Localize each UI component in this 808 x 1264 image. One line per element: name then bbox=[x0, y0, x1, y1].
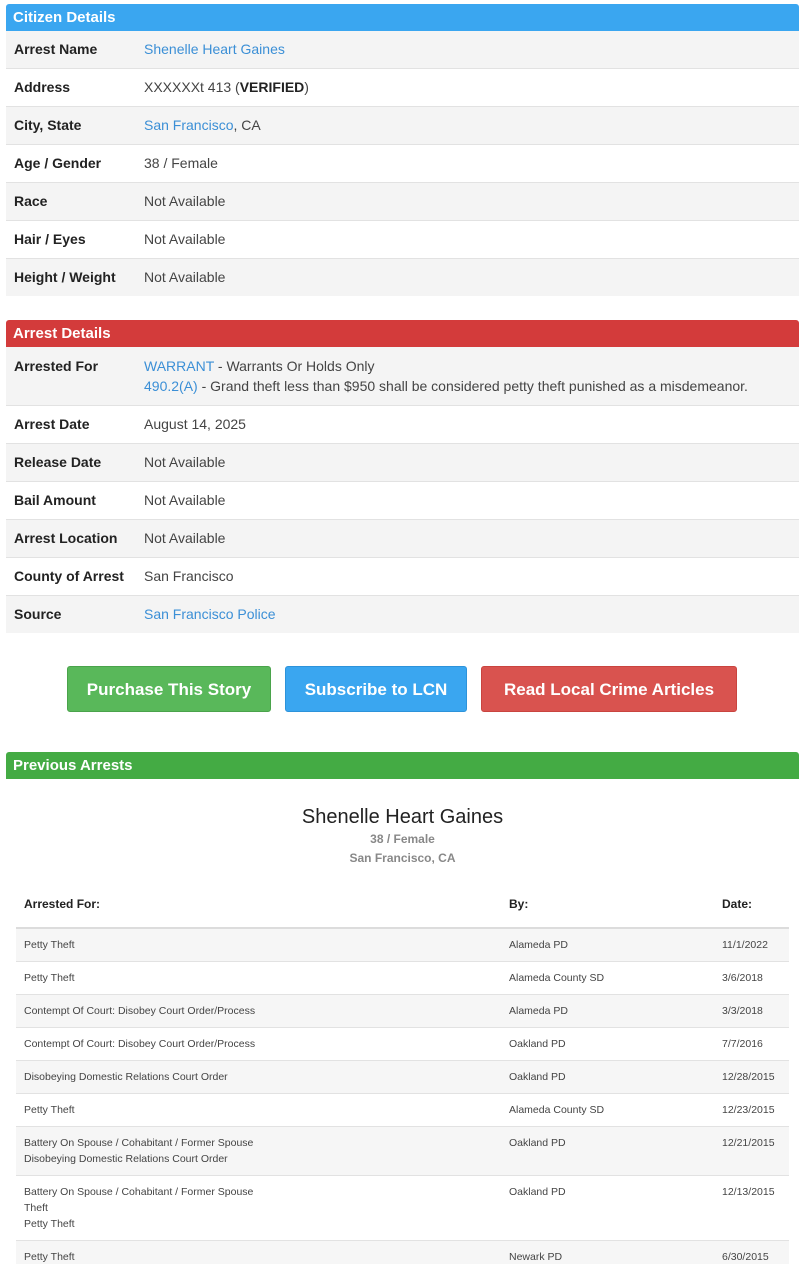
arrested-for-cell bbox=[16, 1176, 501, 1241]
charge-line: Contempt Of Court: Disobey Court Order/Process bbox=[24, 1038, 256, 1050]
arrest-details-header: Arrest Details bbox=[6, 320, 799, 347]
citizen-details-table bbox=[6, 31, 799, 296]
arrest-name-link[interactable]: Shenelle Heart Gaines bbox=[144, 41, 285, 57]
agency-cell: Alameda PD bbox=[501, 928, 714, 962]
label: Source bbox=[6, 596, 136, 634]
table-row bbox=[16, 962, 789, 995]
address-suffix: ) bbox=[304, 79, 309, 95]
subscribe-lcn-button[interactable]: Subscribe to LCN bbox=[285, 666, 467, 712]
date-cell: 12/23/2015 bbox=[714, 1094, 789, 1127]
purchase-story-button[interactable]: Purchase This Story bbox=[67, 666, 271, 712]
agency-cell: Oakland PD bbox=[501, 1127, 714, 1176]
hair-eyes-value: Not Available bbox=[136, 221, 799, 259]
arrest-details-panel bbox=[6, 320, 799, 633]
previous-arrests-header: Previous Arrests bbox=[6, 752, 799, 779]
table-row bbox=[16, 1028, 789, 1061]
label: Address bbox=[6, 69, 136, 107]
row-race bbox=[6, 183, 799, 221]
row-age-gender bbox=[6, 145, 799, 183]
table-row bbox=[16, 1176, 789, 1241]
row-bail-amount bbox=[6, 482, 799, 520]
column-header-by: By: bbox=[501, 893, 714, 928]
table-header-row bbox=[16, 893, 789, 928]
label: Race bbox=[6, 183, 136, 221]
source-link[interactable]: San Francisco Police bbox=[144, 606, 276, 622]
label: Hair / Eyes bbox=[6, 221, 136, 259]
row-arrest-name bbox=[6, 31, 799, 69]
date-cell: 12/21/2015 bbox=[714, 1127, 789, 1176]
row-arrest-date bbox=[6, 406, 799, 444]
charge-line: Battery On Spouse / Cohabitant / Former Spouse bbox=[24, 1186, 254, 1198]
charge-code-link[interactable]: WARRANT bbox=[144, 358, 214, 374]
arrested-for-cell bbox=[16, 1061, 501, 1094]
row-address bbox=[6, 69, 799, 107]
table-row bbox=[16, 1061, 789, 1094]
arrested-for-cell bbox=[16, 995, 501, 1028]
row-source bbox=[6, 596, 799, 634]
arrested-for-cell bbox=[16, 928, 501, 962]
agency-cell: Oakland PD bbox=[501, 1028, 714, 1061]
arrested-for-cell bbox=[16, 1028, 501, 1061]
row-arrest-location bbox=[6, 520, 799, 558]
label: Arrest Date bbox=[6, 406, 136, 444]
table-row bbox=[16, 1127, 789, 1176]
agency-cell: Alameda County SD bbox=[501, 1094, 714, 1127]
label: Bail Amount bbox=[6, 482, 136, 520]
date-cell: 3/3/2018 bbox=[714, 995, 789, 1028]
row-arrested-for bbox=[6, 347, 799, 406]
table-row bbox=[16, 928, 789, 962]
label: Age / Gender bbox=[6, 145, 136, 183]
date-cell: 11/1/2022 bbox=[714, 928, 789, 962]
race-value: Not Available bbox=[136, 183, 799, 221]
table-row bbox=[16, 1094, 789, 1127]
agency-cell: Oakland PD bbox=[501, 1061, 714, 1094]
agency-cell: Alameda PD bbox=[501, 995, 714, 1028]
charge-desc: - Grand theft less than $950 shall be considered petty theft punished as a misdemeanor. bbox=[197, 378, 748, 394]
column-header-date: Date: bbox=[714, 893, 789, 928]
column-header-arrested-for: Arrested For: bbox=[16, 893, 501, 928]
previous-location: San Francisco, CA bbox=[349, 851, 456, 865]
charge-line: Battery On Spouse / Cohabitant / Former Spouse bbox=[24, 1137, 254, 1149]
label: City, State bbox=[6, 107, 136, 145]
charge-item bbox=[144, 356, 791, 376]
release-date-value: Not Available bbox=[136, 444, 799, 482]
arrested-for-cell bbox=[16, 1094, 501, 1127]
charge-line: Petty Theft bbox=[24, 1104, 75, 1116]
date-cell: 3/6/2018 bbox=[714, 962, 789, 995]
row-release-date bbox=[6, 444, 799, 482]
table-row bbox=[16, 1241, 789, 1264]
arrested-for-cell bbox=[16, 1127, 501, 1176]
read-local-crime-button[interactable]: Read Local Crime Articles bbox=[481, 666, 737, 712]
previous-arrests-panel bbox=[6, 752, 799, 1264]
charge-line: Petty Theft bbox=[24, 1218, 75, 1230]
label: Release Date bbox=[6, 444, 136, 482]
row-city-state bbox=[6, 107, 799, 145]
arrested-for-cell bbox=[16, 962, 501, 995]
agency-cell: Newark PD bbox=[501, 1241, 714, 1264]
address-value: XXXXXXt 413 ( bbox=[144, 79, 240, 95]
label: Arrest Location bbox=[6, 520, 136, 558]
agency-cell: Oakland PD bbox=[501, 1176, 714, 1241]
charge-desc: - Warrants Or Holds Only bbox=[214, 358, 375, 374]
date-cell: 12/13/2015 bbox=[714, 1176, 789, 1241]
verified-badge: VERIFIED bbox=[239, 79, 305, 95]
previous-person-name: Shenelle Heart Gaines bbox=[301, 806, 504, 828]
label: County of Arrest bbox=[6, 558, 136, 596]
city-link[interactable]: San Francisco bbox=[144, 117, 234, 133]
charge-line: Contempt Of Court: Disobey Court Order/Process bbox=[24, 1005, 256, 1017]
height-weight-value: Not Available bbox=[136, 259, 799, 297]
arrested-for-cell bbox=[16, 1241, 501, 1264]
arrest-details-table bbox=[6, 347, 799, 633]
arrest-location-value: Not Available bbox=[136, 520, 799, 558]
action-buttons bbox=[0, 666, 808, 712]
state-value: , CA bbox=[233, 117, 261, 133]
row-height-weight bbox=[6, 259, 799, 297]
label: Arrest Name bbox=[6, 31, 136, 69]
charge-line: Disobeying Domestic Relations Court Order bbox=[24, 1071, 228, 1083]
charge-line: Petty Theft bbox=[24, 972, 75, 984]
date-cell: 12/28/2015 bbox=[714, 1061, 789, 1094]
age-gender-value: 38 / Female bbox=[136, 145, 799, 183]
citizen-details-header: Citizen Details bbox=[6, 4, 799, 31]
charge-line: Disobeying Domestic Relations Court Order bbox=[24, 1153, 228, 1165]
row-hair-eyes bbox=[6, 221, 799, 259]
charge-code-link[interactable]: 490.2(A) bbox=[144, 378, 198, 394]
arrest-date-value: August 14, 2025 bbox=[136, 406, 799, 444]
previous-arrests-body bbox=[16, 928, 789, 1264]
agency-cell: Alameda County SD bbox=[501, 962, 714, 995]
label: Height / Weight bbox=[6, 259, 136, 297]
charge-item bbox=[144, 376, 791, 396]
date-cell: 7/7/2016 bbox=[714, 1028, 789, 1061]
charge-line: Petty Theft bbox=[24, 1251, 75, 1263]
previous-age-gender: 38 / Female bbox=[370, 832, 435, 846]
previous-arrests-table bbox=[16, 893, 789, 1264]
date-cell: 6/30/2015 bbox=[714, 1241, 789, 1264]
charge-line: Theft bbox=[24, 1202, 48, 1214]
row-county bbox=[6, 558, 799, 596]
bail-amount-value: Not Available bbox=[136, 482, 799, 520]
charge-line: Petty Theft bbox=[24, 939, 75, 951]
label: Arrested For bbox=[6, 347, 136, 406]
table-row bbox=[16, 995, 789, 1028]
citizen-details-panel bbox=[6, 4, 799, 296]
county-value: San Francisco bbox=[136, 558, 799, 596]
